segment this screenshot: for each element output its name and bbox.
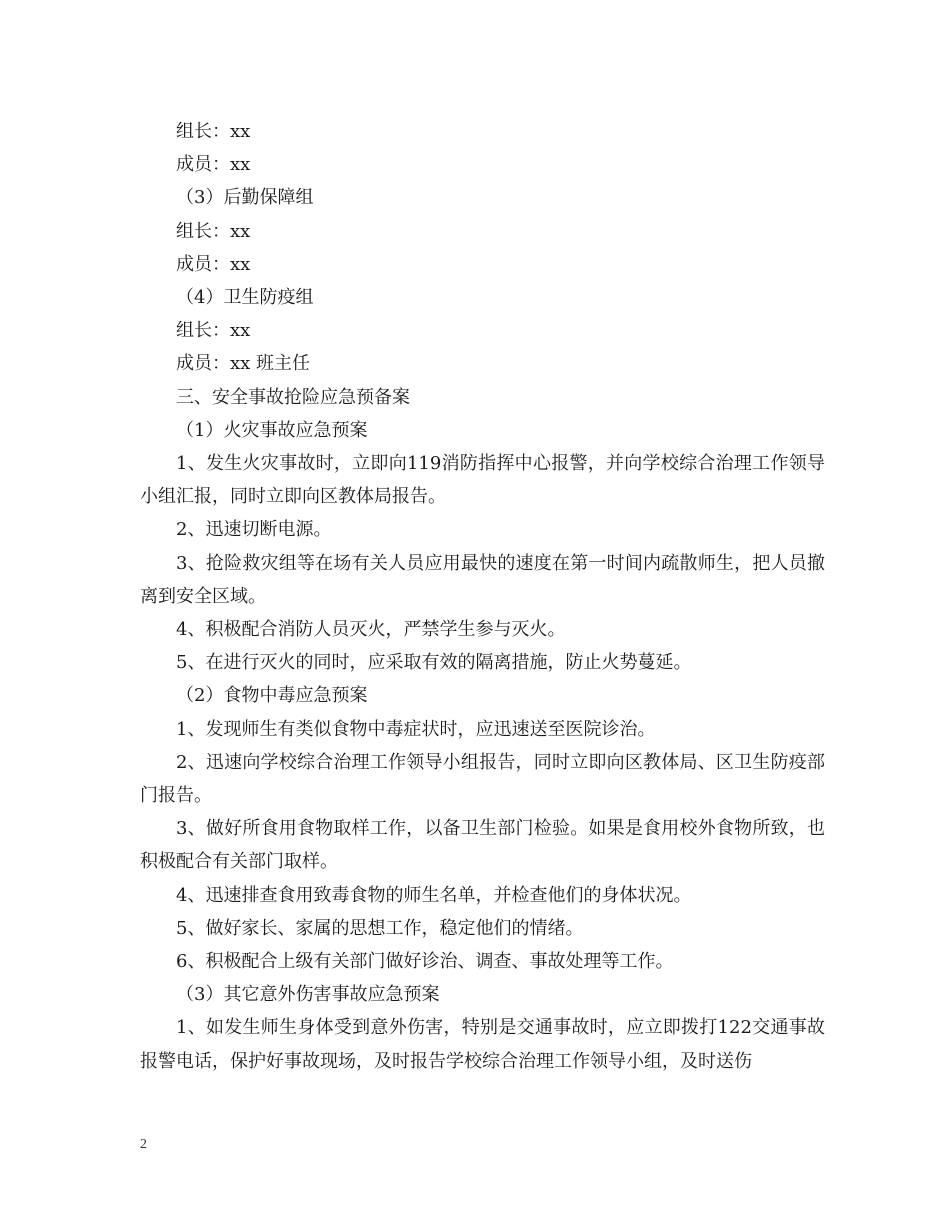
group-heading: （3）后勤保障组 [176,187,314,209]
paragraph: 2、迅速切断电源。 [176,519,332,541]
paragraph: 3、抢险救灾组等在场有关人员应用最快的速度在第一时间内疏散师生，把人员撤离到安全区域。 [140,552,825,607]
paragraph: 1、如发生师生身体受到意外伤害，特别是交通事故时，应立即拨打122交通事故报警电话，保护好事故现场，及时报告学校综合治理工作领导小组，及时送伤 [140,1017,825,1072]
member-line: 成员：xx 班主任 [176,353,311,375]
member-line: 成员：xx [176,154,251,176]
leader-line: 组长：xx [176,220,251,242]
paragraph: 6、积极配合上级有关部门做好诊治、调查、事故处理等工作。 [176,951,674,973]
paragraph: 2、迅速向学校综合治理工作领导小组报告，同时立即向区教体局、区卫生防疫部门报告。 [140,751,825,807]
subsection-heading: （1）火灾事故应急预案 [176,419,368,441]
paragraph: 5、做好家长、家属的思想工作，稳定他们的情绪。 [176,917,584,939]
paragraph: 4、迅速排查食用致毒食物的师生名单，并检查他们的身体状况。 [176,884,692,906]
document-body [140,115,825,1078]
paragraph: 4、积极配合消防人员灭火，严禁学生参与灭火。 [176,619,566,641]
paragraph: 1、发现师生有类似食物中毒症状时，应迅速送至医院诊治。 [176,718,656,740]
section-heading: 三、安全事故抢险应急预备案 [176,386,410,408]
paragraph: 5、在进行灭火的同时，应采取有效的隔离措施，防止火势蔓延。 [176,652,692,674]
member-line: 成员：xx [176,253,251,275]
page-number: 2 [140,1137,147,1152]
paragraph: 1、发生火灾事故时，立即向119消防指挥中心报警，并向学校综合治理工作领导小组汇报，同时立即向区教体局报告。 [140,453,825,508]
paragraph: 3、做好所食用食物取样工作，以备卫生部门检验。如果是食用校外食物所致，也积极配合有关部门取样。 [140,818,825,873]
group-heading: （4）卫生防疫组 [176,287,314,309]
subsection-heading: （3）其它意外伤害事故应急预案 [176,984,440,1006]
subsection-heading: （2）食物中毒应急预案 [176,685,368,707]
leader-line: 组长：xx [176,320,251,342]
leader-line: 组长：xx [176,121,251,142]
